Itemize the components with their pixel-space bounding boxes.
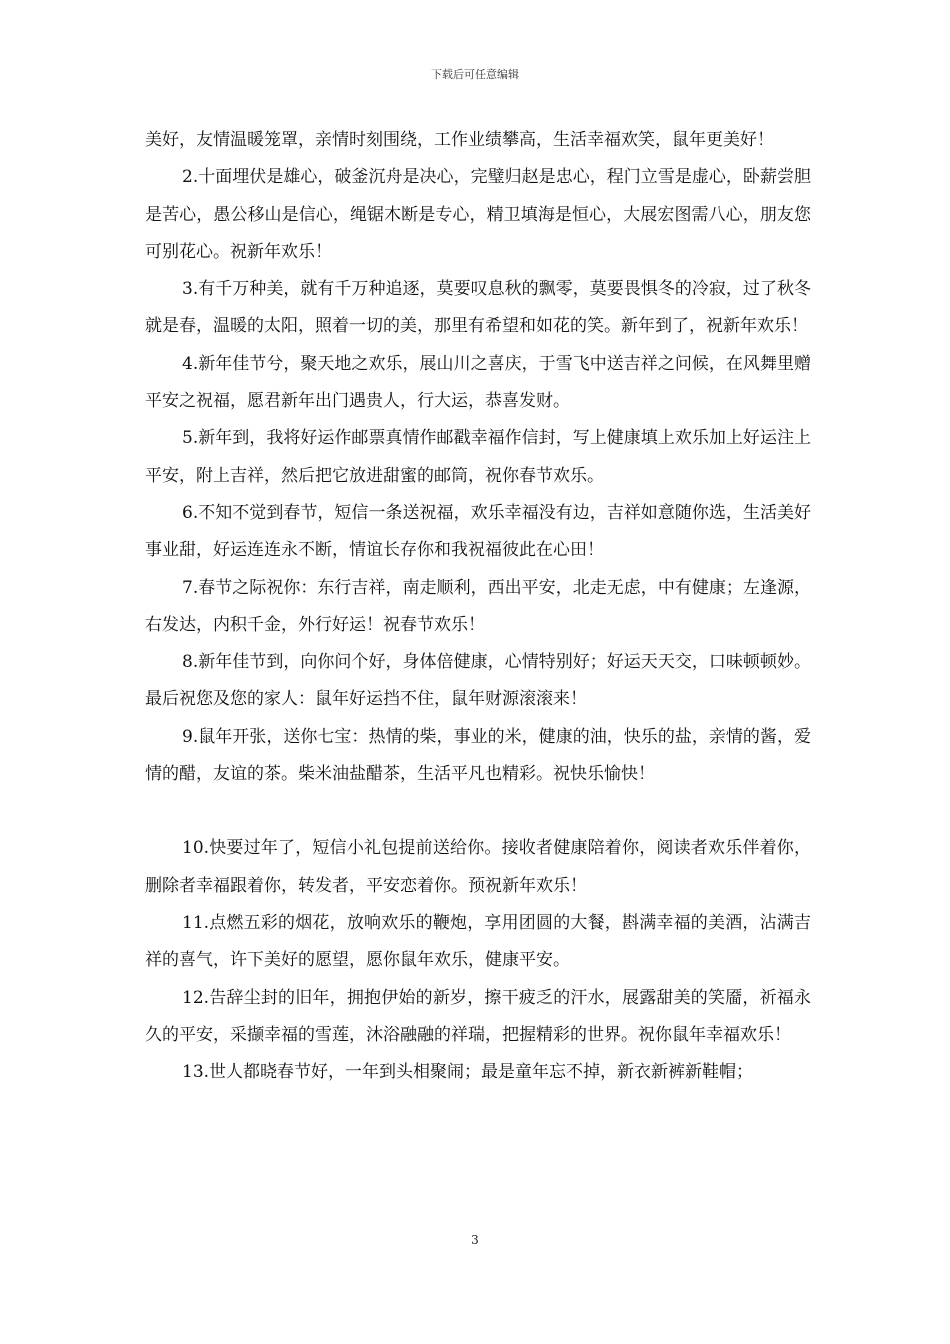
paragraph-item-10: 10.快要过年了，短信小礼包提前送给你。接收者健康陪着你，阅读者欢乐伴着你，删除者幸福跟着你，转发者，平安恋着你。预祝新年欢乐！: [145, 838, 811, 896]
paragraph-continuation: 美好，友情温暖笼罩，亲情时刻围绕，工作业绩攀高，生活幸福欢笑，鼠年更美好！: [145, 130, 774, 150]
paragraph-item-11: 11.点燃五彩的烟花，放响欢乐的鞭炮，享用团圆的大餐，斟满幸福的美酒，沾满吉祥的喜气，许下美好的愿望，愿你鼠年欢乐，健康平安。: [145, 912, 811, 971]
paragraph-item-12: 12.告辞尘封的旧年，拥抱伊始的新岁，擦干疲乏的汗水，展露甜美的笑靥，祈福永久的平安，采撷幸福的雪莲，沐浴融融的祥瑞，把握精彩的世界。祝你鼠年幸福欢乐！: [145, 987, 811, 1045]
page-header: 下载后可任意编辑: [431, 68, 519, 81]
paragraph-item-9: 9.鼠年开张，送你七宝：热情的柴，事业的米，健康的油，快乐的盐，亲情的酱，爱情的醋，友谊的茶。柴米油盐醋茶，生活平凡也精彩。祝快乐愉快！: [145, 726, 811, 785]
paragraph-item-5: 5.新年到，我将好运作邮票真情作邮戳幸福作信封，写上健康填上欢乐加上好运注上平安，附上吉祥，然后把它放进甜蜜的邮筒，祝你春节欢乐。: [145, 428, 811, 486]
page-number: 3: [471, 1233, 479, 1247]
document-body: [145, 122, 811, 1091]
paragraph-item-6: 6.不知不觉到春节，短信一条送祝福，欢乐幸福没有边，吉祥如意随你选，生活美好事业甜，好运连连永不断，情谊长存你和我祝福彼此在心田！: [145, 502, 811, 561]
paragraph-item-8: 8.新年佳节到，向你问个好，身体倍健康，心情特别好；好运天天交，口味顿顿妙。最后祝您及您的家人：鼠年好运挡不住，鼠年财源滚滚来！: [145, 652, 811, 710]
paragraph-item-2: 2.十面埋伏是雄心，破釜沉舟是决心，完璧归赵是忠心，程门立雪是虚心，卧薪尝胆是苦心，愚公移山是信心，绳锯木断是专心，精卫填海是恒心，大展宏图需八心，朋友您可别花心。祝新年欢乐！: [145, 167, 811, 262]
paragraph-item-13: 13.世人都晓春节好，一年到头相聚闹；最是童年忘不掉，新衣新裤新鞋帽；: [182, 1062, 754, 1083]
paragraph-item-7: 7.春节之际祝你：东行吉祥，南走顺利，西出平安，北走无虑，中有健康；左逢源，右发达，内积千金，外行好运！祝春节欢乐！: [145, 577, 811, 635]
paragraph-spacer: [145, 793, 811, 830]
paragraph-item-3: 3.有千万种美，就有千万种追逐，莫要叹息秋的飘零，莫要畏惧冬的冷寂，过了秋冬就是春，温暖的太阳，照着一切的美，那里有希望和如花的笑。新年到了，祝新年欢乐！: [145, 279, 811, 337]
paragraph-item-4: 4.新年佳节兮，聚天地之欢乐，展山川之喜庆，于雪飞中送吉祥之问候，在风舞里赠平安之祝福，愿君新年出门遇贵人，行大运，恭喜发财。: [145, 353, 811, 412]
